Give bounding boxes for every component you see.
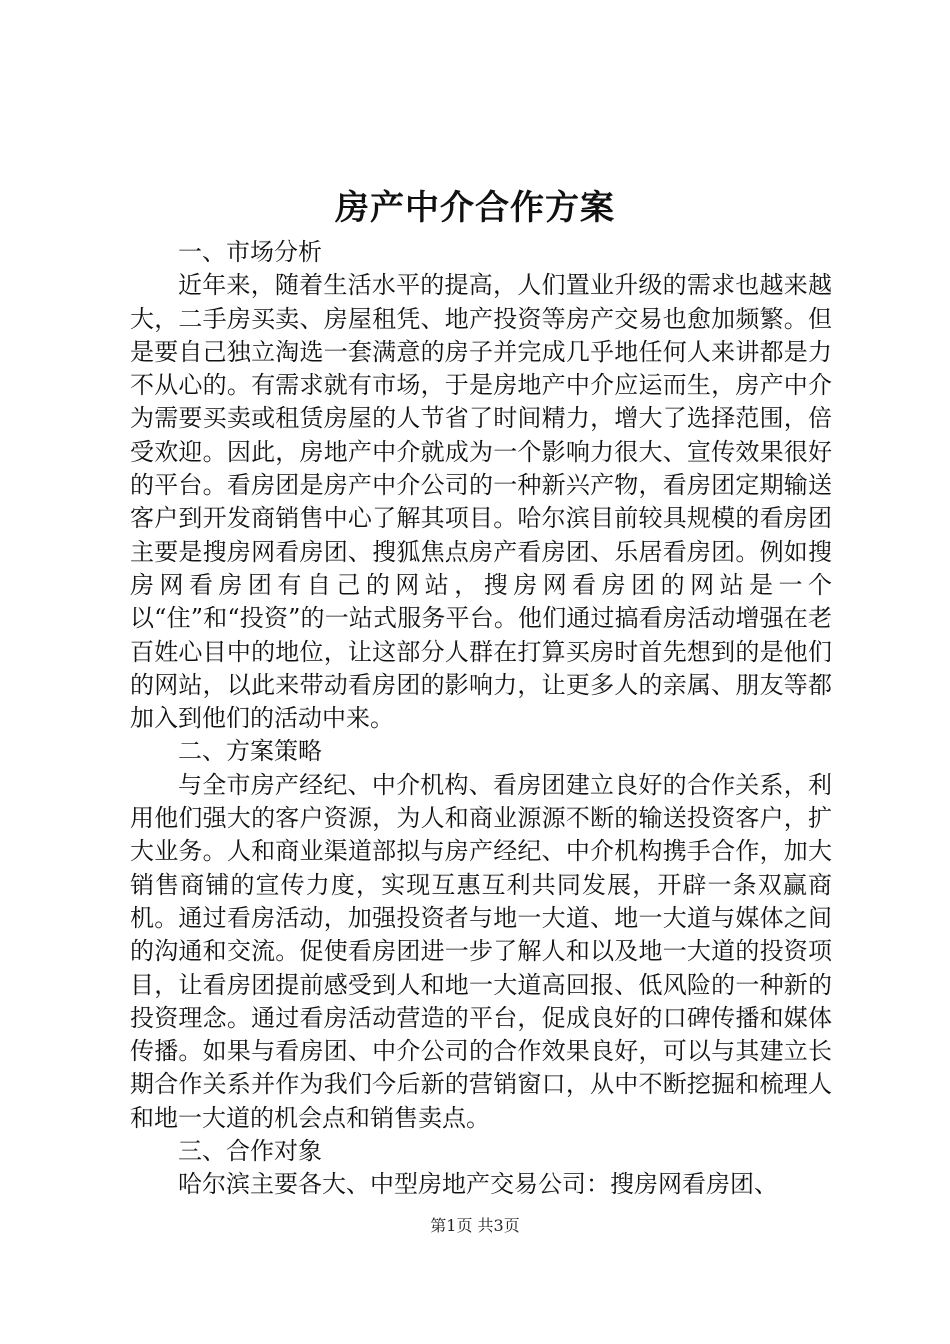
page-number-footer: 第1页 共3页 — [430, 1216, 520, 1235]
section-heading-strategy: 二、方案策略 — [178, 737, 322, 766]
section-body-market-analysis: 近年来，随着生活水平的提高，人们置业升级的需求也越来越大，二手房买卖、房屋租凭、地产投资等房产交易也愈加频繁。但是要自己独立淘选一套满意的房子并完成几乎地任何人来讲都是力不从心的。有需求就有市场，于是房地产中介应运而生，房产中介为需要买卖或租赁房屋的人节省了时间精力，增大了选择范围，倍受欢迎。因此，房地产中介就成为一个影响力很大、宣传效果很好的平台。看房团是房产中介公司的一种新兴产物，看房团定期输送客户到开发商销售中心了解其项目。哈尔滨目前较具规模的看房团主要是搜房网看房团、搜狐焦点房产看房团、乐居看房团。例如搜房网看房团有自己的网站，搜房网看房团的网站是一个以“住”和“投资”的一站式服务平台。他们通过搞看房活动增强在老百姓心目中的地位，让这部分人群在打算买房时首先想到的是他们的网站，以此来带动看房团的影响力，让更多人的亲属、朋友等都加入到他们的活动中来。 — [130, 271, 832, 733]
section-heading-partners: 三、合作对象 — [178, 1137, 322, 1166]
section-body-partners: 哈尔滨主要各大、中型房地产交易公司：搜房网看房团、 — [178, 1170, 778, 1199]
section-heading-market-analysis: 一、市场分析 — [178, 238, 322, 266]
section-body-strategy: 与全市房产经纪、中介机构、看房团建立良好的合作关系，利用他们强大的客户资源，为人和商业源源不断的输送投资客户，扩大业务。人和商业渠道部拟与房产经纪、中介机构携手合作，加大销售商铺的宣传力度，实现互惠互利共同发展，开辟一条双赢商机。通过看房活动，加强投资者与地一大道、地一大道与媒体之间的沟通和交流。促使看房团进一步了解人和以及地一大道的投资项目，让看房团提前感受到人和地一大道高回报、低风险的一种新的投资理念。通过看房活动营造的平台，促成良好的口碑传播和媒体传播。如果与看房团、中介公司的合作效果良好，可以与其建立长期合作关系并作为我们今后新的营销窗口，从中不断挖掘和梳理人和地一大道的机会点和销售卖点。 — [130, 770, 832, 1132]
document-title: 房产中介合作方案 — [335, 188, 615, 228]
document-body — [130, 236, 832, 1202]
